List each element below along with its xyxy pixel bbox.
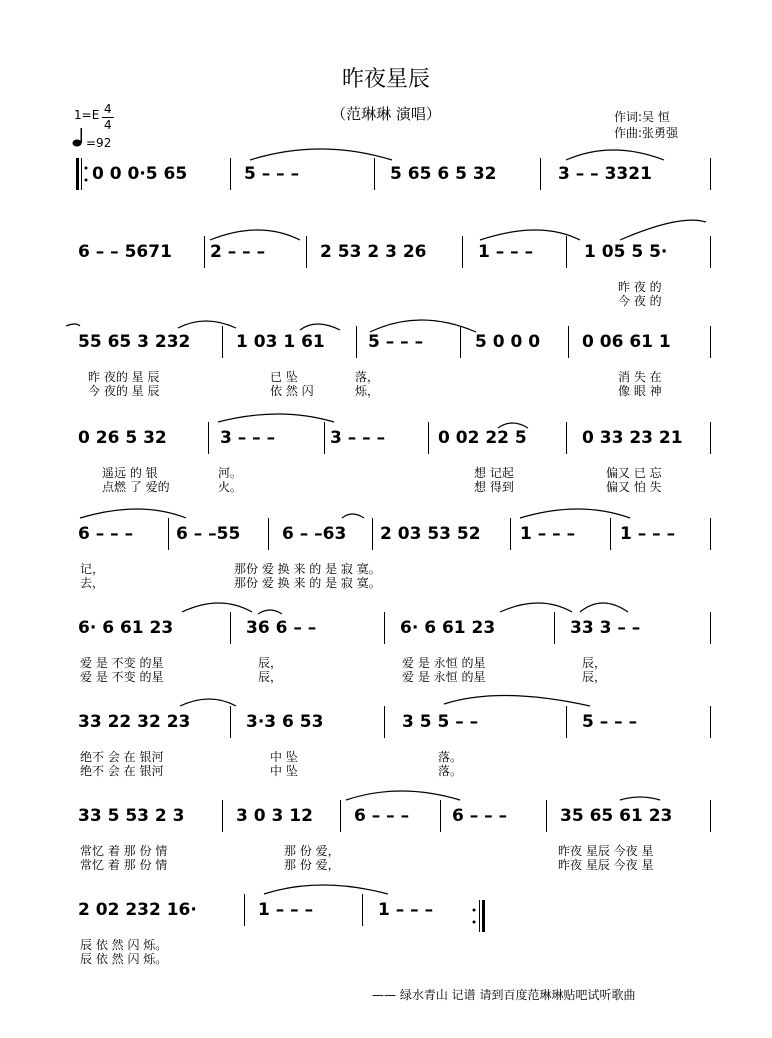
measure-notes: 33 22 32 23 — [78, 712, 191, 732]
measure-notes: 0 26 5 32 — [78, 428, 167, 448]
measure-notes: 1 – – – — [258, 900, 314, 920]
measure-notes: 5 – – – — [368, 332, 424, 352]
lyric-verse-2: 辰， — [582, 670, 607, 684]
lyric-verse-2: 想 得到 — [474, 480, 514, 494]
measure-notes: 33 3 – – — [570, 618, 641, 638]
lyric-verse-1: 常忆 着 那 份 情 — [80, 844, 168, 858]
lyric-verse-2: 昨夜 星辰 今夜 星 — [558, 858, 654, 872]
lyric-verse-2: 落。 — [438, 764, 463, 778]
lyric-verse-1: 辰， — [582, 656, 607, 670]
lyric-verse-1: 爱 是 永恒 的星 — [402, 656, 486, 670]
lyric-verse-1: 昨 夜 的 — [618, 280, 662, 294]
lyric-verse-1: 偏又 已 忘 — [606, 466, 662, 480]
measure-notes: 1 – – – — [478, 242, 534, 262]
measure-notes: 1 03 1 61 — [236, 332, 325, 352]
measure-notes: 6 – –63 — [282, 524, 347, 544]
measure-notes: 6 – – – — [452, 806, 508, 826]
lyric-verse-2: 依 然 闪 — [270, 384, 314, 398]
measure-notes: 6· 6 61 23 — [78, 618, 174, 638]
measure-notes: 6· 6 61 23 — [400, 618, 496, 638]
measure-notes: 0 06 61 1 — [582, 332, 671, 352]
lyric-verse-1: 昨夜 星辰 今夜 星 — [558, 844, 654, 858]
lyric-verse-2: 中 坠 — [270, 764, 298, 778]
measure-notes: 2 – – – — [210, 242, 266, 262]
lyric-verse-2: 去， — [80, 576, 105, 590]
measure-notes: 0 02 22 5 — [438, 428, 527, 448]
lyric-verse-1: 那份 爱 换 来 的 是 寂 寞。 — [234, 562, 381, 576]
lyric-verse-2: 辰 依 然 闪 烁。 — [80, 952, 168, 966]
lyric-verse-1: 记， — [80, 562, 105, 576]
measure-notes: 6 – – – — [354, 806, 410, 826]
measure-notes: 5 – – – — [244, 164, 300, 184]
lyric-verse-2: 火。 — [218, 480, 243, 494]
lyric-verse-2: 爱 是 不变 的星 — [80, 670, 164, 684]
lyric-verse-1: 已 坠 — [270, 370, 298, 384]
lyric-verse-2: 今 夜的 星 辰 — [88, 384, 160, 398]
measure-notes: 36 6 – – — [246, 618, 317, 638]
lyric-verse-1: 爱 是 不变 的星 — [80, 656, 164, 670]
lyric-verse-1: 中 坠 — [270, 750, 298, 764]
measure-notes: 35 65 61 23 — [560, 806, 673, 826]
lyric-verse-1: 消 失 在 — [618, 370, 662, 384]
measure-notes: 1 – – – — [378, 900, 434, 920]
lyric-verse-1: 河。 — [218, 466, 243, 480]
measure-notes: 2 02 232 16· — [78, 900, 197, 920]
measure-notes: 1 – – – — [520, 524, 576, 544]
lyric-verse-1: 想 记起 — [474, 466, 514, 480]
measure-notes: 3 – – – — [330, 428, 386, 448]
measure-notes: 0 0 0·5 65 — [92, 164, 188, 184]
lyric-verse-1: 绝不 会 在 银河 — [80, 750, 164, 764]
lyric-verse-2: 烁， — [355, 384, 380, 398]
lyric-verse-2: 那份 爱 换 来 的 是 寂 寞。 — [234, 576, 381, 590]
transcriber-footer: —— 绿水青山 记谱 请到百度范琳琳贴吧试听歌曲 — [372, 988, 636, 1002]
measure-notes: 5 65 6 5 32 — [390, 164, 497, 184]
lyric-verse-2: 常忆 着 那 份 情 — [80, 858, 168, 872]
lyric-verse-2: 今 夜 的 — [618, 294, 662, 308]
lyricist-credit: 作词:吴 恒 — [614, 110, 670, 124]
measure-notes: 1 05 5 5· — [584, 242, 668, 262]
tempo-marking: =92 — [86, 136, 112, 150]
lyric-verse-2: 偏又 怕 失 — [606, 480, 662, 494]
lyric-verse-2: 像 眼 神 — [618, 384, 662, 398]
measure-notes: 3 – – 3321 — [558, 164, 652, 184]
measure-notes: 3 – – – — [220, 428, 276, 448]
measure-notes: 6 – – 5671 — [78, 242, 172, 262]
measure-notes: 3 5 5 – – — [402, 712, 479, 732]
lyric-verse-2: 点燃 了 爱的 — [102, 480, 170, 494]
measure-notes: 2 03 53 52 — [380, 524, 481, 544]
time-signature-bottom: 4 — [104, 118, 112, 132]
measure-notes: 6 – –55 — [176, 524, 241, 544]
lyric-verse-1: 落。 — [438, 750, 463, 764]
lyric-verse-1: 那 份 爱， — [284, 844, 340, 858]
key-signature: 1=E — [74, 108, 100, 122]
measure-notes: 3·3 6 53 — [246, 712, 324, 732]
lyric-verse-2: 辰， — [258, 670, 283, 684]
lyric-verse-1: 辰 依 然 闪 烁。 — [80, 938, 168, 952]
page-title: 昨夜星辰 — [341, 67, 430, 92]
lyric-verse-1: 昨 夜的 星 辰 — [88, 370, 160, 384]
lyric-verse-2: 绝不 会 在 银河 — [80, 764, 164, 778]
lyric-verse-2: 爱 是 永恒 的星 — [402, 670, 486, 684]
measure-notes: 0 33 23 21 — [582, 428, 683, 448]
time-signature-top: 4 — [104, 102, 112, 116]
lyric-verse-2: 那 份 爱， — [284, 858, 340, 872]
measure-notes: 2 53 2 3 26 — [320, 242, 427, 262]
lyric-verse-1: 落， — [355, 370, 380, 384]
measure-notes: 33 5 53 2 3 — [78, 806, 185, 826]
lyric-verse-1: 辰， — [258, 656, 283, 670]
measure-notes: 3 0 3 12 — [236, 806, 313, 826]
measure-notes: 1 – – – — [620, 524, 676, 544]
singer-subtitle: （范琳琳 演唱） — [331, 105, 441, 123]
measure-notes: 6 – – – — [78, 524, 134, 544]
measure-notes: 5 0 0 0 — [475, 332, 541, 352]
lyric-verse-1: 遥远 的 银 — [102, 466, 158, 480]
measure-notes: 5 – – – — [582, 712, 638, 732]
composer-credit: 作曲:张勇强 — [614, 126, 679, 140]
measure-notes: 55 65 3 232 — [78, 332, 191, 352]
